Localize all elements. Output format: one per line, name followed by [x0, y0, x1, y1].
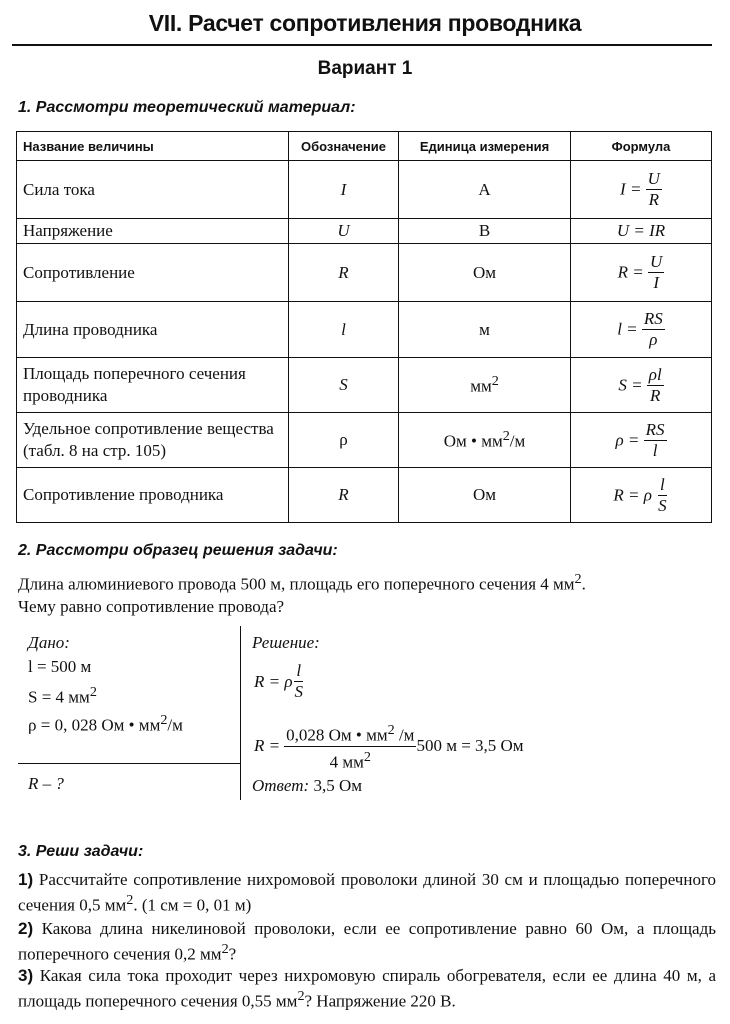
given-area-text: S = 4 мм: [28, 687, 90, 707]
calc-lhs: R =: [254, 736, 281, 756]
problem-end: .: [581, 574, 586, 594]
problem-line1: Длина алюминиевого провода 500 м, площадь его поперечного сечения 4 мм: [18, 574, 575, 594]
calc-den-text: 4 мм: [329, 752, 364, 772]
quantity-unit: А: [399, 161, 571, 219]
calc-den-superscript: 2: [363, 748, 371, 765]
fraction-denominator: R: [650, 385, 661, 405]
formula-fraction: [647, 365, 664, 406]
quantity-name: Удельное сопротивление вещества (табл. 8 на стр. 105): [17, 413, 289, 468]
quantity-unit: [399, 358, 571, 413]
formula-fraction: [644, 420, 667, 461]
formula-fraction: [293, 661, 306, 702]
formula-lhs: l =: [617, 319, 638, 339]
quantity-symbol: R: [289, 244, 399, 302]
formula-lhs: S =: [618, 375, 643, 394]
formula-lhs: ρ =: [615, 430, 640, 449]
given-area-superscript: 2: [89, 684, 97, 700]
table-row: [17, 161, 712, 219]
formula-area: [571, 358, 712, 413]
given-resistivity-text: ρ = 0, 028 Ом • мм: [28, 715, 161, 735]
list-item: [18, 869, 716, 916]
table-row: [17, 219, 712, 244]
problem-superscript: 2: [574, 571, 582, 587]
item-tail: . (1 см = 0, 01 м): [133, 895, 252, 915]
given-resistivity-superscript: 2: [160, 712, 168, 728]
unit-tail: /м: [509, 431, 526, 451]
fraction-denominator: ρ: [649, 330, 658, 349]
quantity-symbol: l: [289, 302, 399, 358]
column-header-symbol: Обозначение: [289, 132, 399, 161]
given-label: Дано:: [28, 633, 70, 652]
item-superscript: 2: [221, 941, 229, 957]
fraction-numerator: ρl: [648, 364, 662, 384]
quantity-name: Сопротивление: [17, 244, 289, 302]
quantities-table: [16, 131, 712, 523]
table-row: [17, 413, 712, 468]
problem-line2: Чему равно сопротивление провода?: [18, 596, 285, 616]
given-length: l = 500 м: [28, 657, 92, 676]
item-number: 3): [18, 966, 34, 985]
quantity-name: Площадь поперечного сечения проводника: [17, 358, 289, 413]
quantity-symbol: I: [289, 161, 399, 219]
example-problem: [18, 568, 718, 618]
formula-lhs: R =: [617, 262, 644, 282]
formula-length: [571, 302, 712, 358]
quantity-name: Сопротивление проводника: [17, 468, 289, 523]
formula-lhs: R = ρ: [613, 485, 652, 504]
fraction-denominator: [328, 747, 373, 773]
unit-superscript: 2: [491, 373, 499, 390]
formula-voltage: U = IR: [571, 219, 712, 244]
quantity-unit: м: [399, 302, 571, 358]
quantity-unit: Ом: [399, 244, 571, 302]
quantity-name: Напряжение: [17, 219, 289, 244]
table-row: [17, 468, 712, 523]
quantity-symbol: S: [289, 358, 399, 413]
section3-heading: 3. Реши задачи:: [18, 843, 144, 860]
unit-text: мм: [470, 376, 492, 396]
find-unknown: R – ?: [28, 774, 64, 793]
fraction-numerator: RS: [645, 419, 665, 439]
calc-num-tail: /м: [394, 725, 415, 745]
fraction-denominator: l: [652, 440, 658, 460]
unit-text: Ом • мм: [443, 431, 503, 451]
quantity-unit: В: [399, 219, 571, 244]
formula-fraction: [648, 252, 664, 293]
table-row: [17, 358, 712, 413]
title-divider: [12, 44, 712, 46]
given-divider: [18, 763, 240, 764]
table-row: [17, 302, 712, 358]
answer-line: [252, 776, 362, 796]
solution-calculation: [254, 720, 524, 772]
solution-label: Решение:: [252, 633, 320, 652]
given-resistivity-tail: /м: [167, 715, 183, 735]
solution-formula: [254, 661, 305, 702]
formula-resistivity: [571, 413, 712, 468]
item-tail: ?: [228, 944, 237, 964]
formula-fraction: [646, 169, 662, 210]
item-superscript: 2: [126, 892, 134, 908]
quantity-unit: [399, 413, 571, 468]
item-number: 2): [18, 919, 34, 938]
given-solution-divider: [240, 626, 241, 800]
formula-lhs: R = ρ: [254, 671, 293, 691]
list-item: [18, 918, 716, 965]
column-header-formula: Формула: [571, 132, 712, 161]
fraction-denominator: R: [648, 190, 659, 209]
answer-value: 3,5 Ом: [313, 776, 362, 795]
given-resistivity: [28, 712, 183, 736]
item-text: Какая сила тока проходит через нихромовую спираль обогревателя, если ее длина 40 м, а площадь поперечного сечения 0,55 мм: [18, 966, 716, 1011]
formula-current: [571, 161, 712, 219]
quantity-symbol: R: [289, 468, 399, 523]
calc-num-superscript: 2: [387, 722, 395, 738]
fraction-numerator: l: [660, 474, 665, 494]
formula-resistance: [571, 244, 712, 302]
section2-heading: 2. Рассмотри образец решения задачи:: [18, 542, 338, 559]
formula-conductor: [571, 468, 712, 523]
formula-fraction: [642, 309, 665, 350]
section1-heading: 1. Рассмотри теоретический материал:: [18, 99, 356, 116]
item-tail: ? Напряжение 220 В.: [304, 991, 456, 1011]
fraction-denominator: I: [653, 273, 659, 292]
table-header-row: [17, 132, 712, 161]
quantity-symbol: U: [289, 219, 399, 244]
fraction-numerator: l: [296, 661, 302, 680]
formula-fraction: [656, 475, 669, 516]
answer-label: Ответ:: [252, 776, 310, 795]
table-row: [17, 244, 712, 302]
formula-lhs: I =: [620, 179, 642, 199]
quantity-unit: Ом: [399, 468, 571, 523]
fraction-numerator: [284, 720, 416, 747]
unit-superscript: 2: [502, 428, 510, 445]
column-header-unit: Единица измерения: [399, 132, 571, 161]
fraction-numerator: U: [647, 169, 660, 188]
item-text: Какова длина никелиновой проволоки, если ее сопротивление равно 60 Ом, а площадь поперечного сечения 0,2 мм: [18, 919, 716, 964]
given-area: [28, 684, 97, 708]
calc-num-text: 0,028 Ом • мм: [286, 725, 388, 745]
fraction-denominator: S: [294, 682, 304, 701]
calc-rhs: 500 м = 3,5 Ом: [416, 736, 524, 756]
quantity-name: Длина проводника: [17, 302, 289, 358]
variant-heading: Вариант 1: [317, 58, 413, 79]
fraction-numerator: U: [650, 252, 663, 271]
calc-fraction: [284, 720, 416, 772]
quantity-name: Сила тока: [17, 161, 289, 219]
fraction-denominator: S: [658, 495, 667, 515]
item-text: Рассчитайте сопротивление нихромовой проволоки длиной 30 см и площадью поперечного сечения 0,5 мм: [18, 870, 717, 915]
quantity-symbol: ρ: [289, 413, 399, 468]
fraction-numerator: RS: [643, 309, 663, 328]
column-header-name: Название величины: [17, 132, 289, 161]
item-superscript: 2: [297, 988, 305, 1004]
list-item: [18, 965, 716, 1012]
item-number: 1): [18, 870, 34, 889]
page-title: VII. Расчет сопротивления проводника: [148, 10, 582, 36]
